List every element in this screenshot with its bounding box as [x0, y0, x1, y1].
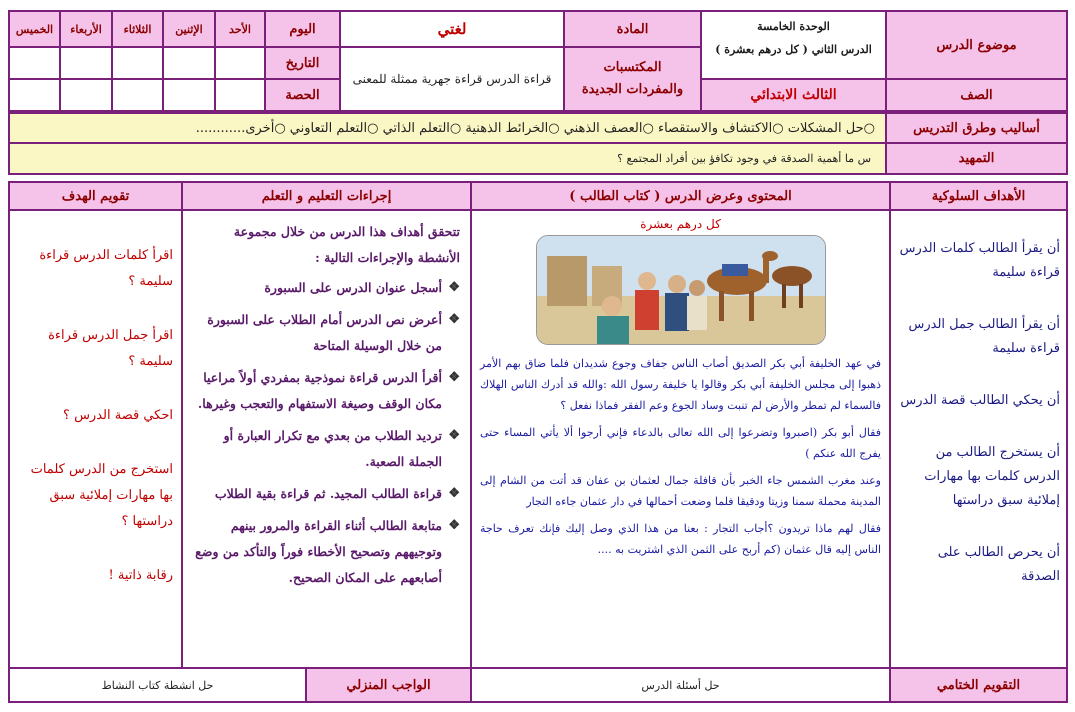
day-label: اليوم [264, 10, 341, 48]
header-evaluation: تقويم الهدف [8, 181, 183, 211]
procedure-item: ❖ أسجل عنوان الدرس على السبورة [191, 275, 460, 301]
diamond-bullet-icon: ❖ [448, 312, 460, 327]
objective-1: أن يقرأ الطالب كلمات الدرس قراءة سليمة [899, 241, 1060, 280]
story-paragraph-4: فقال لهم ماذا تريدون ؟أجاب التجار : بعنا من هذا الذي وصل إليك فإنك تعرف حاجة الناس إليه قال عثمان (كم أربح على الثمن الذي اشتريت به .... [480, 522, 881, 556]
content-column [470, 209, 891, 669]
story-paragraph-2: فقال أبو بكر (اصبروا وتضرعوا إلى الله تعالى بالدعاء فإني أرجوا ألا يأتي المساء حتى يفرج الله عنكم ) [480, 426, 881, 460]
date-label: التاريخ [264, 46, 341, 80]
class-value: الثالث الابتدائي [700, 78, 887, 112]
period-cell-sunday[interactable] [214, 78, 266, 112]
header-content: المحتوى وعرض الدرس ( كتاب الطالب ) [470, 181, 891, 211]
skills-label: المكتسبات والمفردات الجديدة [563, 46, 702, 112]
procedure-item: ❖ أقرأ الدرس قراءة نموذجية بمفردي أولاً مراعيا مكان الوقف وصيغة الاستفهام والتعجب وغيرها. [191, 365, 460, 417]
story-paragraph-3: وعند مغرب الشمس جاء الخبر بأن قافلة جمال لعثمان بن عفان قد أتت من الشام إلى المدينة محملة سمنا وزيتا ودقيقا فلما وضعت أحمالها في دار عثمان جاءه التجار [480, 474, 881, 508]
caravan-image-icon [537, 236, 825, 344]
diamond-bullet-icon: ❖ [448, 486, 460, 501]
objective-3: أن يحكي الطالب قصة الدرس [900, 393, 1060, 408]
evaluation-4: استخرج من الدرس كلمات بها مهارات إملائية سبق دراستها ؟ [30, 462, 173, 529]
procedures-column [181, 209, 472, 669]
procedure-item: ❖ قراءة الطالب المجيد. ثم قراءة بقية الطلاب [191, 481, 460, 507]
methods-label: أساليب وطرق التدريس [885, 112, 1068, 144]
day-sunday: الأحد [214, 10, 266, 48]
procedure-item: ❖ ترديد الطلاب من بعدي مع تكرار العبارة أو الجملة الصعبة. [191, 423, 460, 475]
day-wednesday: الأربعاء [59, 10, 113, 48]
unit-line: الوحدة الخامسة [757, 20, 830, 33]
day-tuesday: الثلاثاء [111, 10, 164, 48]
objective-2: أن يقرأ الطالب جمل الدرس قراءة سليمة [908, 317, 1060, 356]
day-thursday: الخميس [8, 10, 61, 48]
procedure-item: ❖ متابعة الطالب أثناء القراءة والمرور بينهم وتوجيههم وتصحيح الأخطاء فوراً والتأكد من وضع أصابعهم على المكان الصحيح. [191, 513, 460, 591]
header-procedures: إجراءات التعليم و التعلم [181, 181, 472, 211]
story-title: كل درهم بعشرة [640, 217, 721, 231]
story-paragraph-1: في عهد الخليفة أبي بكر الصديق أصاب الناس جفاف وجوع شديدان فلما ضاق بهم الأمر ذهبوا إلى مجلس الخليفة أبي بكر وقالوا يا خليفة رسول الله :والله قد أدرك الناس الهلاك فالسماء لم تمطر والأرض لم تنبت وساد الجوع وعم الفقر فماذا نفعل ؟ [480, 357, 881, 412]
diamond-bullet-icon: ❖ [448, 428, 460, 443]
day-monday: الإثنين [162, 10, 216, 48]
story-illustration [536, 235, 826, 345]
header-objectives: الأهداف السلوكية [889, 181, 1068, 211]
objective-5: أن يحرص الطالب على الصدقة [937, 545, 1060, 584]
period-cell-tuesday[interactable] [111, 78, 164, 112]
lesson-line: الدرس الثاني ( كل درهم بعشرة ) [715, 43, 872, 56]
objective-4: أن يستخرج الطالب من الدرس كلمات بها مهارات إملائية سبق دراستها [924, 445, 1060, 508]
intro-label: التمهيد [885, 142, 1068, 175]
subject-value: لغتي [339, 10, 565, 48]
diamond-bullet-icon: ❖ [448, 280, 460, 295]
subject-label: المادة [563, 10, 702, 48]
date-cell-tuesday[interactable] [111, 46, 164, 80]
date-cell-monday[interactable] [162, 46, 216, 80]
period-label: الحصة [264, 78, 341, 112]
date-cell-thursday[interactable] [8, 46, 61, 80]
date-cell-wednesday[interactable] [59, 46, 113, 80]
period-cell-wednesday[interactable] [59, 78, 113, 112]
evaluation-3: احكي قصة الدرس ؟ [63, 408, 173, 423]
homework-label: الواجب المنزلي [305, 667, 472, 703]
period-cell-thursday[interactable] [8, 78, 61, 112]
intro-value: س ما أهمية الصدقة في وجود تكافؤ بين أفراد المجتمع ؟ [8, 142, 887, 175]
procedure-item: ❖ أعرض نص الدرس أمام الطلاب على السبورة من خلال الوسيلة المتاحة [191, 307, 460, 359]
evaluation-5: رقابة ذاتية ! [108, 568, 173, 583]
period-cell-monday[interactable] [162, 78, 216, 112]
diamond-bullet-icon: ❖ [448, 370, 460, 385]
evaluation-column [8, 209, 183, 669]
final-eval-value: حل أسئلة الدرس [470, 667, 891, 703]
skills-value: قراءة الدرس قراءة جهرية ممثلة للمعنى [339, 46, 565, 112]
diamond-bullet-icon: ❖ [448, 518, 460, 533]
objectives-column [889, 209, 1068, 669]
lesson-topic-value [700, 10, 887, 80]
homework-value: حل انشطة كتاب النشاط [8, 667, 307, 703]
class-label: الصف [885, 78, 1068, 112]
methods-value: ○حل المشكلات ○الاكتشاف والاستقصاء ○العصف الذهني ○الخرائط الذهنية ○التعلم الذاتي ○التعلم التعاوني ○أخرى............ [8, 112, 887, 144]
evaluation-2: اقرأ جمل الدرس قراءة سليمة ؟ [48, 328, 173, 369]
date-cell-sunday[interactable] [214, 46, 266, 80]
final-eval-label: التقويم الختامي [889, 667, 1068, 703]
evaluation-1: اقرأ كلمات الدرس قراءة سليمة ؟ [39, 248, 173, 289]
lesson-topic-label: موضوع الدرس [885, 10, 1068, 80]
procedures-intro: تتحقق أهداف هذا الدرس من خلال مجموعة الأنشطة والإجراءات التالية : [233, 224, 460, 265]
